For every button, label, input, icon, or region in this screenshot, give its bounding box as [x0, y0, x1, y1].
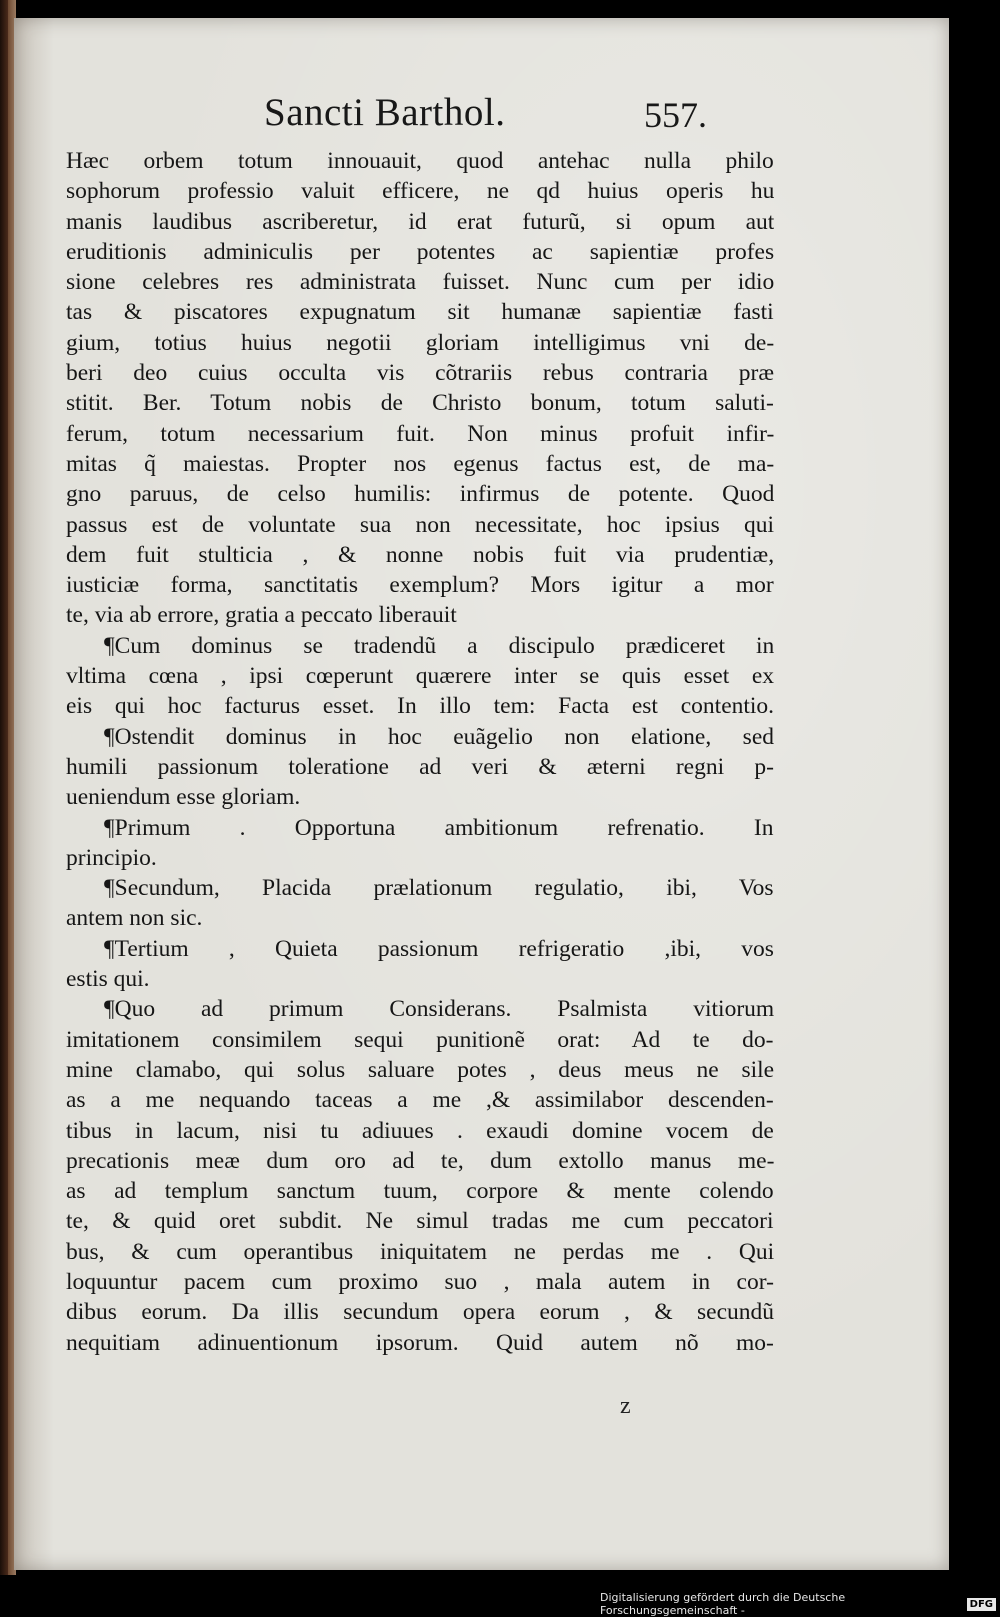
text-line — [66, 570, 774, 600]
text-line-content: sophorum professio valuit efficere, ne qd huius operis hu — [66, 178, 774, 205]
text-line — [66, 1267, 774, 1297]
text-line-content: te, & quid oret subdit. Ne simul tradas me cum peccatori — [66, 1208, 774, 1235]
text-line-content: bus, & cum operantibus iniquitatem ne perdas me . Qui — [66, 1238, 774, 1265]
body-text — [66, 146, 774, 1358]
text-line — [66, 207, 774, 237]
text-line-content: ¶Quo ad primum Considerans. Psalmista vitiorum — [104, 996, 774, 1023]
text-line — [66, 813, 774, 843]
digitization-footer — [600, 1591, 1000, 1617]
text-line — [66, 479, 774, 509]
text-line — [66, 873, 774, 903]
text-line-content: ueniendum esse gloriam. — [66, 784, 301, 811]
text-line-content: precationis meæ dum oro ad te, dum extollo manus me- — [66, 1147, 774, 1174]
page-number: 557. — [644, 95, 707, 135]
text-line — [66, 176, 774, 206]
text-line-content: sione celebres res administrata fuisset. Nunc cum per idio — [66, 269, 774, 296]
text-line — [66, 1176, 774, 1206]
text-line-content: iusticiæ forma, sanctitatis exemplum? Mors igitur a mor — [66, 572, 774, 599]
text-line — [66, 540, 774, 570]
text-line — [66, 903, 774, 933]
footer-credit: Digitalisierung gefördert durch die Deutsche Forschungsgemeinschaft - — [600, 1591, 846, 1617]
text-line-content: ¶Ostendit dominus in hoc euãgelio non elatione, sed — [104, 723, 774, 750]
text-line — [66, 1116, 774, 1146]
text-line — [66, 631, 774, 661]
text-line — [66, 1206, 774, 1236]
text-line — [66, 600, 774, 630]
text-line — [66, 358, 774, 388]
text-line-content: principio. — [66, 844, 157, 871]
text-line — [66, 843, 774, 873]
signature-mark: z — [620, 1393, 631, 1419]
text-line-content: manis laudibus ascriberetur, id erat futurũ, si opum aut — [66, 208, 774, 235]
text-line-content: humili passionum toleratione ad veri & æterni regni p- — [66, 753, 774, 780]
text-line-content: imitationem consimilem sequi punitionẽ orat: Ad te do- — [66, 1026, 774, 1053]
text-line — [66, 934, 774, 964]
text-line-content: ¶Tertium , Quieta passionum refrigeratio ,ibi, vos — [104, 935, 774, 962]
text-line — [66, 297, 774, 327]
dfg-logo: DFG — [967, 1598, 996, 1611]
page-header — [264, 90, 784, 140]
text-line-content: tas & piscatores expugnatum sit humanæ sapientiæ fasti — [66, 299, 774, 326]
text-line-content: stitit. Ber. Totum nobis de Christo bonum, totum saluti- — [66, 390, 774, 417]
text-line — [66, 1055, 774, 1085]
text-line — [66, 237, 774, 267]
text-line-content: estis qui. — [66, 966, 150, 993]
text-line-content: eruditionis adminiculis per potentes ac sapientiæ profes — [66, 238, 774, 265]
text-line — [66, 388, 774, 418]
text-line-content: mine clamabo, qui solus saluare potes , deus meus ne sile — [66, 1056, 774, 1083]
text-line — [66, 267, 774, 297]
text-line-content: te, via ab errore, gratia a peccato liberauit — [66, 602, 457, 629]
text-line-content: antem non sic. — [66, 905, 203, 932]
text-line-content: passus est de voluntate sua non necessitate, hoc ipsius qui — [66, 511, 774, 538]
text-line-content: ferum, totum necessarium fuit. Non minus profuit infir- — [66, 420, 774, 447]
text-line-content: gno paruus, de celso humilis: infirmus de potente. Quod — [66, 481, 774, 508]
text-line-content: ¶Primum . Opportuna ambitionum refrenatio. In — [104, 814, 774, 841]
text-line-content: as a me nequando taceas a me ,& assimilabor descenden- — [66, 1087, 774, 1114]
text-line — [66, 328, 774, 358]
text-line — [66, 964, 774, 994]
text-line-content: ¶Cum dominus se tradendũ a discipulo prædiceret in — [104, 632, 774, 659]
text-line-content: as ad templum sanctum tuum, corpore & mente colendo — [66, 1178, 774, 1205]
text-line — [66, 1297, 774, 1327]
text-line-content: Hæc orbem totum innouauit, quod antehac nulla philo — [66, 148, 774, 174]
text-line — [66, 510, 774, 540]
text-line-content: vltima cœna , ipsi cœperunt quærere inter se quis esset ex — [66, 663, 774, 690]
text-line — [66, 1328, 774, 1358]
text-line-content: eis qui hoc facturus esset. In illo tem: Facta est contentio. — [66, 693, 774, 720]
text-line — [66, 994, 774, 1024]
text-line-content: loquuntur pacem cum proximo suo , mala autem in cor- — [66, 1268, 774, 1295]
text-line — [66, 419, 774, 449]
text-line — [66, 691, 774, 721]
book-page — [14, 18, 949, 1570]
text-line-content: gium, totius huius negotii gloriam intelligimus vni de- — [66, 329, 774, 356]
text-line — [66, 661, 774, 691]
text-line-content: nequitiam adinuentionum ipsorum. Quid autem nõ mo- — [66, 1329, 774, 1356]
text-line-content: ¶Secundum, Placida prælationum regulatio, ibi, Vos — [104, 875, 774, 902]
text-line — [66, 449, 774, 479]
running-head: Sancti Barthol. — [264, 91, 506, 134]
text-line — [66, 1146, 774, 1176]
text-line-content: dibus eorum. Da illis secundum opera eorum , & secundũ — [66, 1299, 774, 1326]
text-line-content: mitas q̃ maiestas. Propter nos egenus factus est, de ma- — [66, 450, 774, 477]
text-line-content: dem fuit stulticia , & nonne nobis fuit via prudentiæ, — [66, 541, 774, 568]
text-line — [66, 782, 774, 812]
text-line — [66, 146, 774, 176]
text-line — [66, 1085, 774, 1115]
book-edge-dark — [0, 0, 8, 1575]
text-line — [66, 722, 774, 752]
text-line-content: beri deo cuius occulta vis cõtrariis rebus contraria præ — [66, 360, 774, 387]
text-line — [66, 1237, 774, 1267]
text-line-content: tibus in lacum, nisi tu adiuues . exaudi domine vocem de — [66, 1117, 774, 1144]
text-line — [66, 752, 774, 782]
text-line — [66, 1025, 774, 1055]
